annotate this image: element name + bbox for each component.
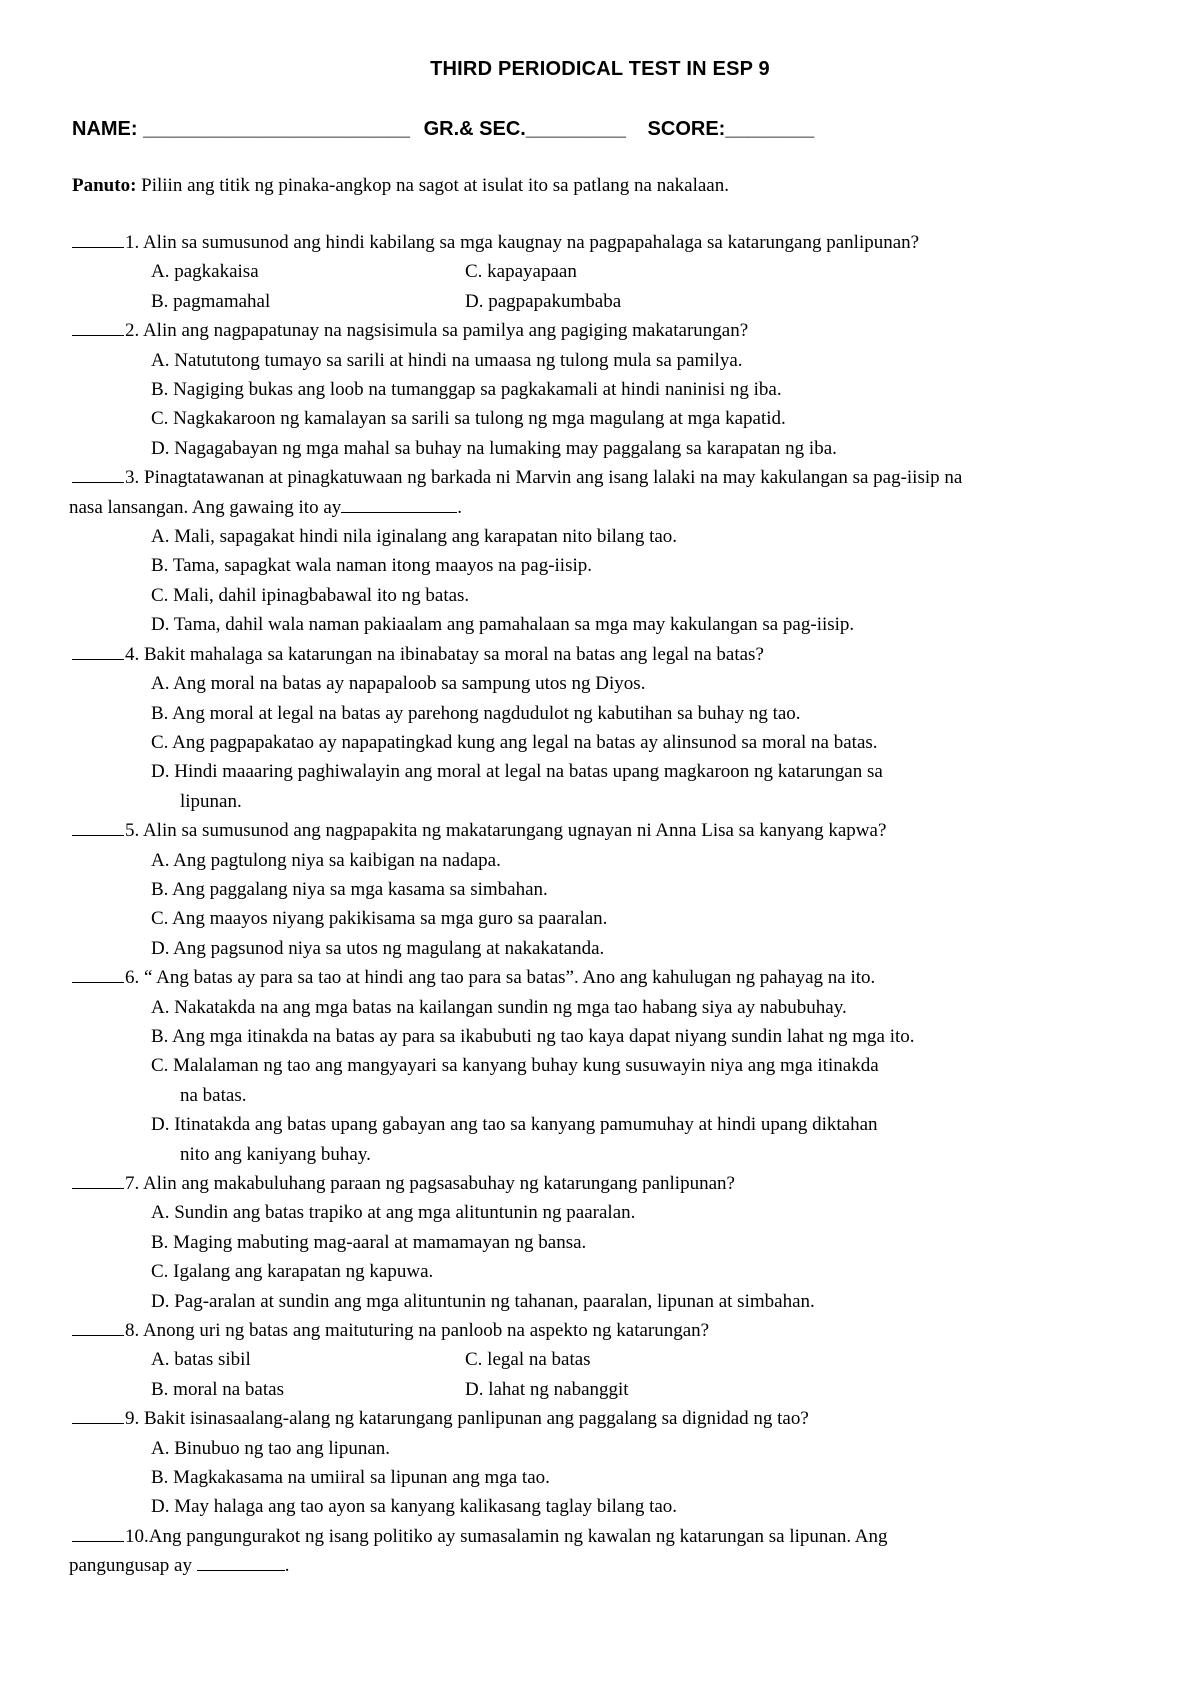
question-stem: 2. Alin ang nagpapatunay na nagsisimula sa pamilya ang pagiging makatarungan? <box>125 320 749 342</box>
question-1 <box>72 228 1132 316</box>
option-a: A. Natututong tumayo sa sarili at hindi na umaasa ng tulong mula sa pamilya. <box>151 349 743 371</box>
instructions <box>72 171 1152 200</box>
answer-blank-10[interactable] <box>72 1522 124 1542</box>
question-2 <box>72 316 1132 463</box>
grade-section-field[interactable]: GR.& SEC._________ <box>423 118 626 140</box>
answer-blank-2[interactable] <box>72 316 124 336</box>
stem-period: . <box>457 496 463 518</box>
option-b: B. Tama, sapagkat wala naman itong maayos na pag-iisip. <box>151 555 593 577</box>
option-b: B. Ang moral at legal na batas ay parehong nagdudulot ng kabutihan sa buhay ng tao. <box>151 702 801 724</box>
question-7 <box>72 1169 1132 1316</box>
option-d: D. Ang pagsunod niya sa utos ng magulang at nakakatanda. <box>151 937 605 959</box>
question-stem: 8. Anong uri ng batas ang maituturing na panloob na aspekto ng katarungan? <box>125 1320 710 1342</box>
question-stem-line1: 3. Pinagtatawanan at pinagkatuwaan ng barkada ni Marvin ang isang lalaki na may kakulangan sa pag-iisip na <box>125 467 963 489</box>
name-field[interactable]: NAME: ________________________ <box>72 118 411 140</box>
option-a: A. Ang moral na batas ay napapaloob sa sampung utos ng Diyos. <box>151 673 646 695</box>
option-c: C. Nagkakaroon ng kamalayan sa sarili sa tulong ng mga magulang at mga kapatid. <box>151 408 786 430</box>
answer-blank-6[interactable] <box>72 963 124 983</box>
option-b: B. Maging mabuting mag-aaral at mamamayan ng bansa. <box>151 1231 587 1253</box>
option-a: A. Nakatakda na ang mga batas na kailangan sundin ng mga tao habang siya ay nabubuhay. <box>151 996 847 1018</box>
answer-blank-1[interactable] <box>72 228 124 248</box>
answer-blank-5[interactable] <box>72 816 124 836</box>
option-b: B. Nagiging bukas ang loob na tumanggap sa pagkakamali at hindi naninisi ng iba. <box>151 379 782 401</box>
instructions-text: Piliin ang titik ng pinaka-angkop na sagot at isulat ito sa patlang na nakalaan. <box>141 175 729 196</box>
option-c: C. Igalang ang karapatan ng kapuwa. <box>151 1261 434 1283</box>
option-d: D. May halaga ang tao ayon sa kanyang kalikasang taglay bilang tao. <box>151 1496 678 1518</box>
option-d: D. lahat ng nabanggit <box>465 1378 629 1400</box>
option-d: D. pagpapakumbaba <box>465 290 622 312</box>
option-b: B. Ang mga itinakda na batas ay para sa ikabubuti ng tao kaya dapat niyang sundin lahat ng mga ito. <box>151 1025 915 1047</box>
instructions-label: Panuto: <box>72 175 137 196</box>
option-d: D. Hindi maaaring paghiwalayin ang moral at legal na batas upang magkaroon ng katarungan sa lipunan. <box>151 761 883 812</box>
question-3 <box>69 463 1132 639</box>
question-stem-line2: nasa lansangan. Ang gawaing ito ay <box>69 496 342 518</box>
fill-in-blank[interactable] <box>197 1551 285 1571</box>
question-stem-line1: 10.Ang pangungurakot ng isang politiko ay sumasalamin ng kawalan ng katarungan sa lipunan. Ang <box>125 1525 888 1547</box>
option-c: C. Malalaman ng tao ang mangyayari sa kanyang buhay kung susuwayin niya ang mga itinakda na batas. <box>151 1055 879 1106</box>
option-d: D. Itinatakda ang batas upang gabayan ang tao sa kanyang pamumuhay at hindi upang diktahan nito ang kaniyang buhay. <box>151 1114 878 1165</box>
option-a: A. Ang pagtulong niya sa kaibigan na nadapa. <box>151 849 501 871</box>
question-6 <box>72 963 1132 1169</box>
question-stem: 1. Alin sa sumusunod ang hindi kabilang sa mga kaugnay na pagpapahalaga sa katarungang panlipunan? <box>125 232 920 253</box>
question-4 <box>72 640 1132 816</box>
question-stem: 6. “ Ang batas ay para sa tao at hindi ang tao para sa batas”. Ano ang kahulugan ng pahayag na ito. <box>125 967 876 989</box>
question-stem-line2: pangungusap ay <box>69 1555 192 1577</box>
option-a: A. pagkakaisa <box>151 261 259 283</box>
question-8 <box>72 1316 1132 1404</box>
score-field[interactable]: SCORE:________ <box>647 118 815 140</box>
question-list <box>69 228 1132 1581</box>
option-b: B. pagmamahal <box>151 290 271 312</box>
option-d: D. Pag-aralan at sundin ang mga alituntunin ng tahanan, paaralan, lipunan at simbahan. <box>151 1290 815 1312</box>
option-c: C. Ang maayos niyang pakikisama sa mga guro sa paaralan. <box>151 908 608 930</box>
answer-blank-7[interactable] <box>72 1169 124 1189</box>
question-stem: 4. Bakit mahalaga sa katarungan na ibinabatay sa moral na batas ang legal na batas? <box>125 643 764 665</box>
option-a: A. batas sibil <box>151 1349 251 1371</box>
answer-blank-4[interactable] <box>72 640 124 660</box>
option-c: C. Ang pagpapakatao ay napapatingkad kung ang legal na batas ay alinsunod sa moral na batas. <box>151 731 878 753</box>
answer-blank-8[interactable] <box>72 1316 124 1336</box>
answer-blank-3[interactable] <box>72 463 124 483</box>
option-b: B. Ang paggalang niya sa mga kasama sa simbahan. <box>151 878 548 900</box>
fill-in-blank[interactable] <box>341 493 457 513</box>
question-stem: 7. Alin ang makabuluhang paraan ng pagsasabuhay ng katarungang panlipunan? <box>125 1173 735 1194</box>
option-a: A. Binubuo ng tao ang lipunan. <box>151 1437 391 1459</box>
option-d: D. Tama, dahil wala naman pakiaalam ang pamahalaan sa mga may kakulangan sa pag-iisip. <box>151 614 855 636</box>
option-c: C. Mali, dahil ipinagbabawal ito ng batas. <box>151 584 470 606</box>
test-title: THIRD PERIODICAL TEST IN ESP 9 <box>430 58 770 80</box>
option-c: C. legal na batas <box>465 1349 591 1371</box>
question-10 <box>69 1522 1132 1581</box>
question-9 <box>72 1404 1132 1522</box>
question-stem: 5. Alin sa sumusunod ang nagpapakita ng makatarungang ugnayan ni Anna Lisa sa kanyang kapwa? <box>125 820 887 842</box>
student-info-row <box>72 116 1152 142</box>
option-b: B. moral na batas <box>151 1378 284 1400</box>
option-a: A. Mali, sapagakat hindi nila iginalang ang karapatan nito bilang tao. <box>151 526 678 548</box>
question-5 <box>72 816 1132 963</box>
option-b: B. Magkakasama na umiiral sa lipunan ang mga tao. <box>151 1467 550 1489</box>
option-d: D. Nagagabayan ng mga mahal sa buhay na lumaking may paggalang sa karapatan ng iba. <box>151 437 837 459</box>
option-a: A. Sundin ang batas trapiko at ang mga alituntunin ng paaralan. <box>151 1202 636 1224</box>
answer-blank-9[interactable] <box>72 1404 124 1424</box>
stem-period: . <box>284 1555 290 1577</box>
option-c: C. kapayapaan <box>465 261 577 283</box>
question-stem: 9. Bakit isinasaalang-alang ng katarungang panlipunan ang paggalang sa dignidad ng tao? <box>125 1408 809 1430</box>
